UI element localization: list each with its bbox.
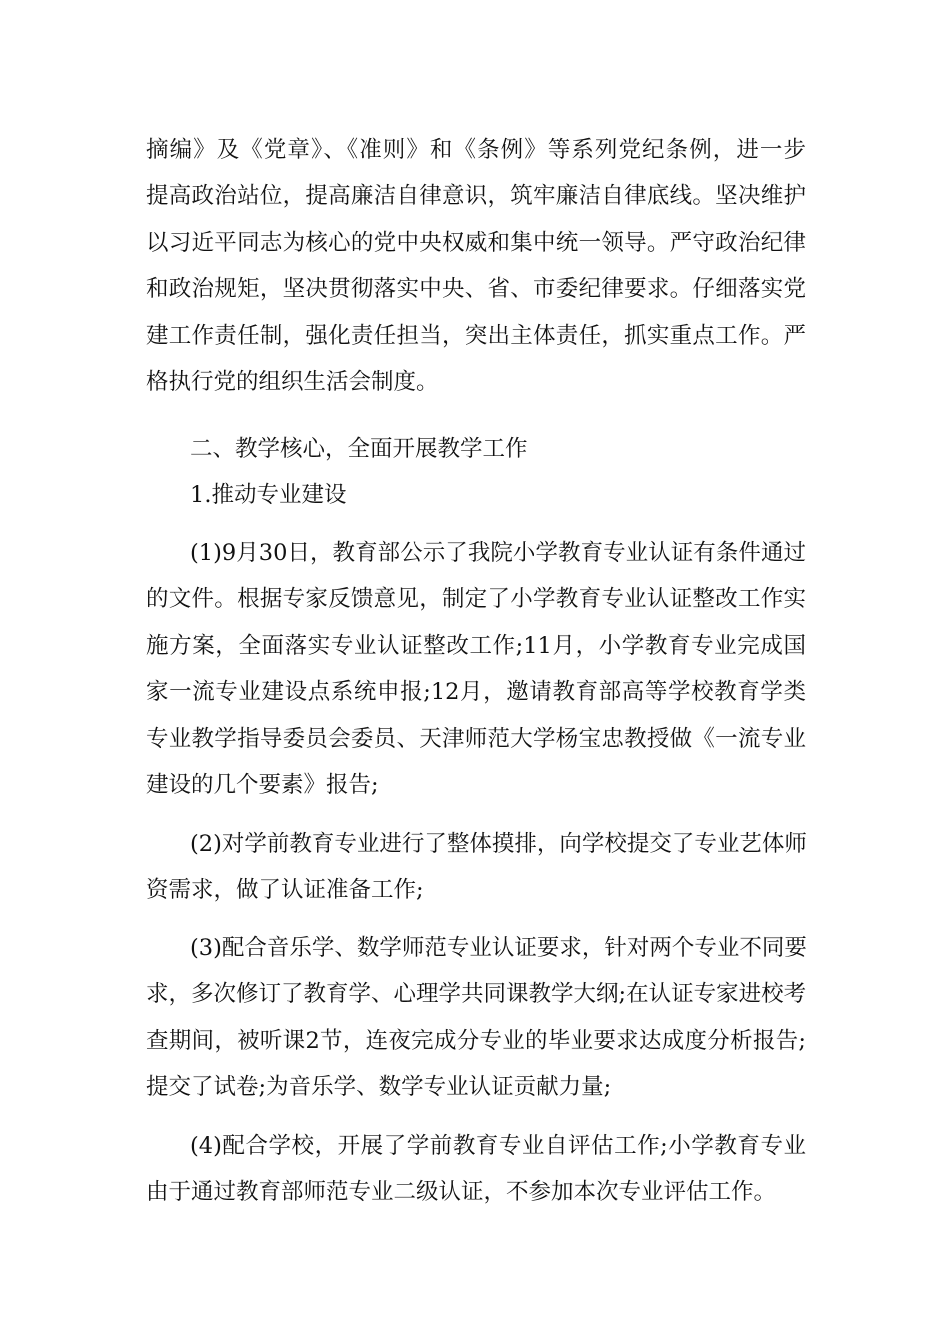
text-line: 专业教学指导委员会委员、天津师范大学杨宝忠教授做《一流专业	[146, 726, 806, 752]
text-line: (1)9月30日，教育部公示了我院小学教育专业认证有条件通过	[190, 540, 806, 566]
text-line: 施方案，全面落实专业认证整改工作;11月，小学教育专业完成国	[146, 633, 806, 659]
section-heading: 二、教学核心，全面开展教学工作	[190, 436, 528, 462]
text-line: 家一流专业建设点系统申报;12月，邀请教育部高等学校教育学类	[146, 679, 806, 705]
text-line: 求，多次修订了教育学、心理学共同课教学大纲;在认证专家进校考	[146, 981, 807, 1007]
text-line: 查期间，被听课2节，连夜完成分专业的毕业要求达成度分析报告;	[146, 1028, 806, 1054]
text-line: 的文件。根据专家反馈意见，制定了小学教育专业认证整改工作实	[146, 586, 806, 612]
text-line: 提交了试卷;为音乐学、数学专业认证贡献力量;	[146, 1074, 612, 1100]
text-line: 由于通过教育部师范专业二级认证，不参加本次专业评估工作。	[146, 1179, 777, 1205]
text-line: 摘编》及《党章》、《准则》和《条例》等系列党纪条例，进一步	[146, 137, 806, 163]
text-line: 和政治规矩，坚决贯彻落实中央、省、市委纪律要求。仔细落实党	[146, 276, 806, 302]
text-line: (3)配合音乐学、数学师范专业认证要求，针对两个专业不同要	[190, 935, 807, 961]
text-line: (4)配合学校，开展了学前教育专业自评估工作;小学教育专业	[190, 1133, 806, 1159]
text-line: 提高政治站位，提高廉洁自律意识，筑牢廉洁自律底线。坚决维护	[146, 183, 806, 209]
text-line: 建设的几个要素》报告;	[146, 772, 379, 798]
subsection-heading: 1.推动专业建设	[190, 482, 347, 508]
text-line: 格执行党的组织生活会制度。	[146, 369, 439, 395]
text-line: 资需求，做了认证准备工作;	[146, 877, 424, 903]
text-line: 建工作责任制，强化责任担当，突出主体责任，抓实重点工作。严	[146, 323, 806, 349]
text-line: (2)对学前教育专业进行了整体摸排，向学校提交了专业艺体师	[190, 831, 807, 857]
text-line: 以习近平同志为核心的党中央权威和集中统一领导。严守政治纪律	[146, 230, 806, 256]
